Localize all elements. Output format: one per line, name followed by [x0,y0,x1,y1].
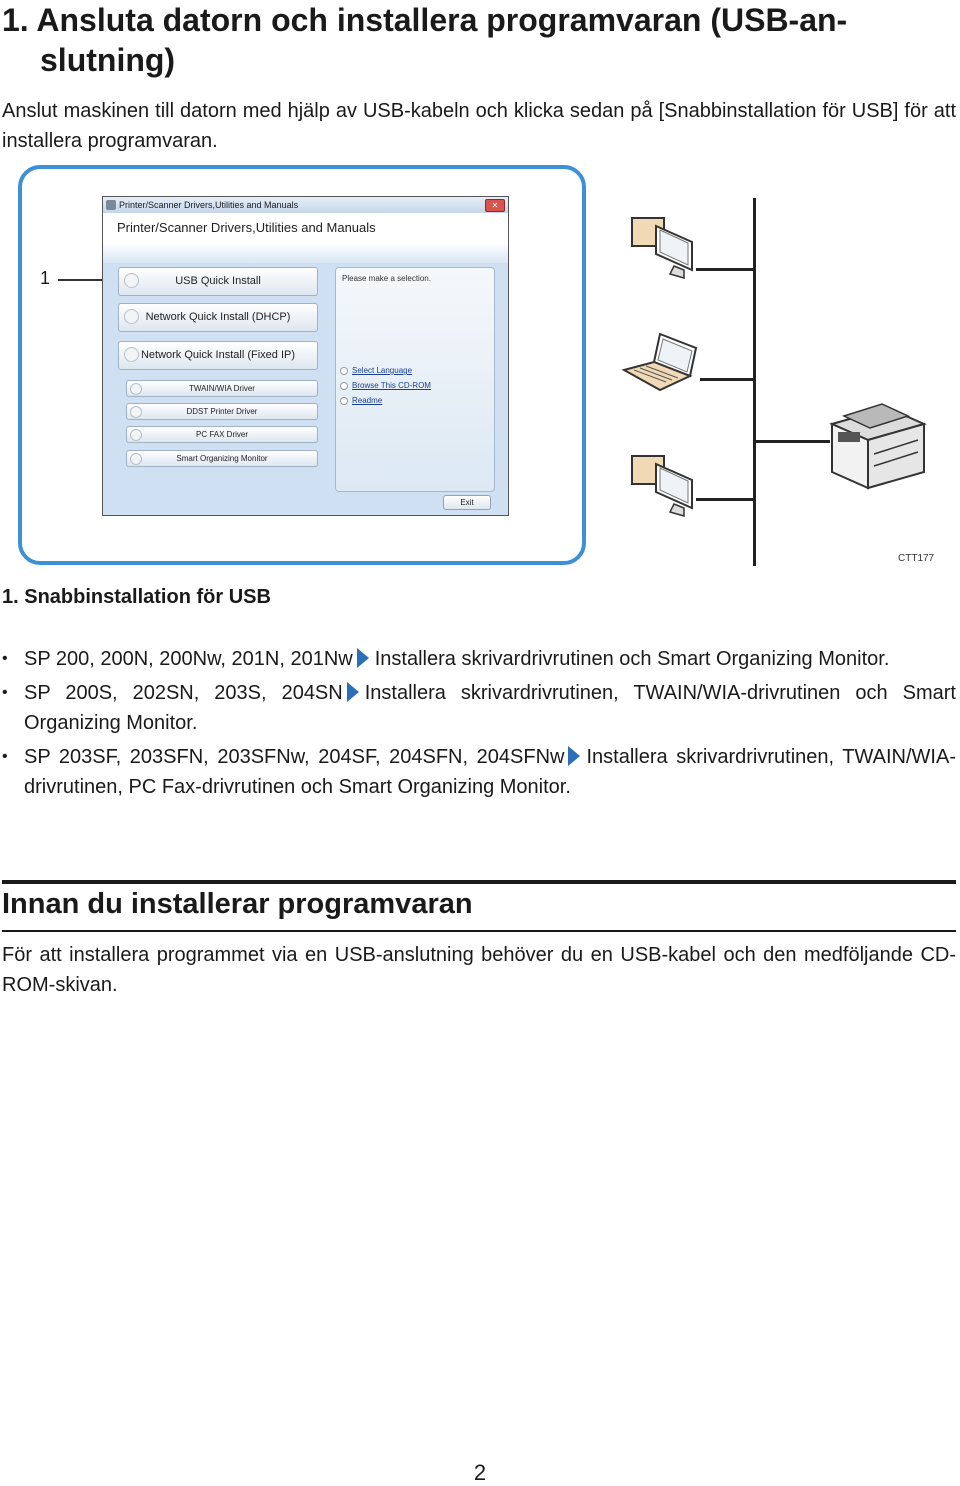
readme-link[interactable] [340,396,382,405]
connection-branch [756,440,830,443]
section-rule-bottom [2,930,956,932]
connection-branch [696,268,754,271]
figure-caption: 1. Snabbinstallation för USB [2,586,271,608]
browse-cd-rom-link[interactable] [340,381,431,390]
arrow-right-icon [568,746,580,766]
button-label: PC FAX Driver [195,430,248,439]
ddst-printer-driver-button[interactable] [126,403,318,420]
select-language-link[interactable] [340,366,412,375]
figure-code: CTT177 [898,553,935,564]
smart-organizing-monitor-button[interactable] [126,450,318,467]
desktop-computer-icon [626,446,702,522]
page-number: 2 [473,1460,487,1485]
section-rule-top [2,880,956,884]
link-label: Browse This CD-ROM [352,381,431,390]
laptop-icon [620,332,702,396]
app-icon [106,200,116,210]
twain-wia-driver-button[interactable] [126,380,318,397]
section-paragraph: För att installera programmet via en USB-anslutning behöver du en USB-kabel och den medföljande CD-ROM-skivan. [2,944,956,996]
connection-branch [700,378,754,381]
pc-fax-driver-button[interactable] [126,426,318,443]
bullet-dot: • [2,748,8,765]
window-band [103,243,508,263]
bullet-text: Installera skrivardrivrutinen, TWAIN/WIA-drivrutinen och Smart Organizing Monitor. [24,682,956,734]
section-title: Innan du installerar programvaran [2,888,473,920]
button-label: Network Quick Install (Fixed IP) [140,349,296,361]
desktop-computer-icon [626,208,702,282]
button-label: Network Quick Install (DHCP) [145,311,291,323]
bullet-text: Installera skrivardrivrutinen, TWAIN/WIA-drivrutinen, PC Fax-drivrutinen och Smart Organizing Monitor. [24,746,956,798]
usb-quick-install-button[interactable] [118,267,318,296]
link-label: Readme [352,396,383,405]
bullet-dot: • [2,650,8,667]
window-title-bar [103,197,508,213]
connection-branch [696,498,754,501]
list-item [2,742,956,802]
bullet-icon [340,382,348,390]
bullet-icon [340,397,348,405]
page-heading-line2: slutning) [40,42,176,78]
installer-window [102,196,509,516]
list-item [2,678,956,738]
page-heading [2,0,952,80]
window-title: Printer/Scanner Drivers,Utilities and Manuals [119,200,299,210]
arrow-right-icon [347,682,359,702]
model-bullet-list [2,644,956,806]
network-quick-install-dhcp-button[interactable] [118,303,318,332]
link-label: Select Language [352,366,413,375]
bullet-models: SP 200S, 202SN, 203S, 204SN [24,682,343,704]
bullet-models: SP 200, 200N, 200Nw, 201N, 201Nw [24,648,353,670]
button-label: Smart Organizing Monitor [176,454,268,463]
connection-line [753,198,756,566]
button-label: TWAIN/WIA Driver [189,384,255,393]
bullet-text: Installera skrivardrivrutinen och Smart Organizing Monitor. [374,648,890,670]
printer-icon [824,394,928,494]
panel-message: Please make a selection. [342,274,431,283]
selection-panel [335,267,495,492]
arrow-right-icon [357,648,369,668]
window-header [103,213,508,243]
bullet-icon [340,367,348,375]
intro-paragraph: Anslut maskinen till datorn med hjälp av USB-kabeln och klicka sedan på [Snabbinstallation för USB] för att installera programvaran. [2,100,956,152]
close-icon[interactable]: ✕ [485,199,505,212]
button-label: USB Quick Install [175,275,261,287]
callout-number: 1 [40,268,51,288]
exit-button[interactable]: Exit [443,495,491,510]
list-item [2,644,956,674]
network-quick-install-fixed-ip-button[interactable] [118,341,318,370]
bullet-dot: • [2,684,8,701]
page-heading-line1: 1. Ansluta datorn och installera programvaran (USB-an- [2,2,848,38]
button-label: DDST Printer Driver [186,407,258,416]
window-header-title: Printer/Scanner Drivers,Utilities and Manuals [117,220,376,235]
bullet-models: SP 203SF, 203SFN, 203SFNw, 204SF, 204SFN, 204SFNw [24,746,565,768]
